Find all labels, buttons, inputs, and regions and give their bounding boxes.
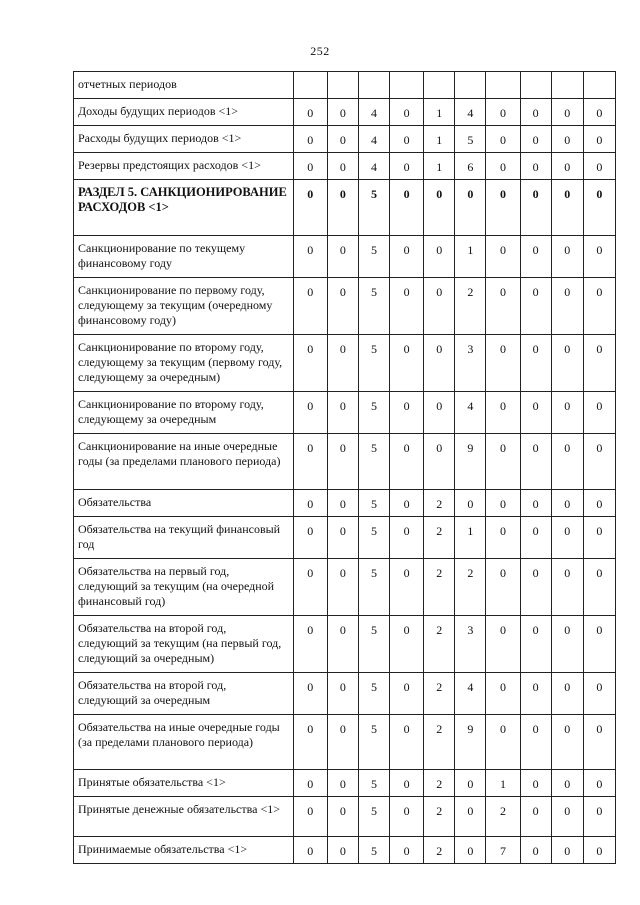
code-digit-cell: 0 — [390, 392, 424, 434]
code-digit-cell: 0 — [583, 837, 615, 864]
code-digit-cell — [358, 72, 389, 99]
code-digit-cell: 0 — [520, 517, 551, 559]
code-digit-cell — [551, 72, 583, 99]
code-digit-cell: 0 — [293, 126, 327, 153]
code-digit-cell: 0 — [583, 715, 615, 770]
code-digit-cell: 0 — [551, 278, 583, 335]
code-digit-cell: 0 — [520, 99, 551, 126]
code-digit-cell: 0 — [486, 180, 520, 236]
code-digit-cell: 0 — [327, 770, 358, 797]
code-digit-cell: 0 — [551, 392, 583, 434]
code-digit-cell: 0 — [486, 517, 520, 559]
code-digit-cell: 1 — [424, 126, 455, 153]
code-digit-cell: 0 — [327, 153, 358, 180]
code-digit-cell: 0 — [390, 673, 424, 715]
code-digit-cell: 0 — [293, 99, 327, 126]
code-digit-cell: 0 — [520, 715, 551, 770]
code-digit-cell: 0 — [520, 490, 551, 517]
row-label: Обязательства — [74, 490, 294, 517]
code-digit-cell: 0 — [551, 715, 583, 770]
code-digit-cell: 5 — [358, 616, 389, 673]
code-digit-cell: 0 — [551, 616, 583, 673]
code-digit-cell: 0 — [293, 278, 327, 335]
code-digit-cell: 0 — [327, 335, 358, 392]
code-digit-cell: 5 — [358, 673, 389, 715]
table-row — [74, 559, 616, 616]
code-digit-cell: 1 — [455, 236, 486, 278]
code-digit-cell: 0 — [293, 559, 327, 616]
row-label: Обязательства на второй год, следующий за текущим (на первый год, следующий за очередным) — [74, 616, 294, 673]
code-digit-cell: 0 — [583, 770, 615, 797]
row-label: Санкционирование по текущему финансовому году — [74, 236, 294, 278]
code-digit-cell: 5 — [358, 236, 389, 278]
code-digit-cell: 0 — [424, 236, 455, 278]
table-row — [74, 126, 616, 153]
row-label: Принятые обязательства <1> — [74, 770, 294, 797]
code-digit-cell: 0 — [551, 236, 583, 278]
code-digit-cell: 0 — [486, 126, 520, 153]
code-digit-cell: 0 — [486, 99, 520, 126]
table-body — [74, 72, 616, 864]
code-digit-cell: 0 — [293, 616, 327, 673]
code-digit-cell: 0 — [520, 673, 551, 715]
code-digit-cell: 1 — [424, 99, 455, 126]
code-digit-cell: 0 — [390, 180, 424, 236]
code-digit-cell: 5 — [358, 180, 389, 236]
code-digit-cell: 0 — [327, 180, 358, 236]
table-row — [74, 434, 616, 490]
page-number: 252 — [310, 44, 330, 58]
code-digit-cell: 0 — [551, 180, 583, 236]
code-digit-cell: 0 — [551, 517, 583, 559]
code-digit-cell: 0 — [390, 278, 424, 335]
code-digit-cell: 2 — [455, 559, 486, 616]
code-digit-cell: 9 — [455, 715, 486, 770]
code-digit-cell: 0 — [293, 236, 327, 278]
code-digit-cell: 5 — [358, 797, 389, 837]
code-digit-cell: 1 — [486, 770, 520, 797]
code-digit-cell: 2 — [424, 715, 455, 770]
code-digit-cell: 0 — [520, 797, 551, 837]
table-row — [74, 236, 616, 278]
code-digit-cell: 0 — [327, 490, 358, 517]
code-digit-cell — [520, 72, 551, 99]
table-row — [74, 715, 616, 770]
code-digit-cell: 0 — [327, 392, 358, 434]
code-digit-cell: 0 — [390, 770, 424, 797]
code-digit-cell: 5 — [358, 715, 389, 770]
code-digit-cell: 0 — [583, 153, 615, 180]
row-label: Резервы предстоящих расходов <1> — [74, 153, 294, 180]
code-digit-cell: 2 — [424, 797, 455, 837]
code-digit-cell: 0 — [293, 770, 327, 797]
code-digit-cell: 1 — [424, 153, 455, 180]
code-digit-cell: 0 — [551, 335, 583, 392]
code-digit-cell: 0 — [390, 236, 424, 278]
table-row — [74, 99, 616, 126]
code-digit-cell: 0 — [293, 392, 327, 434]
row-label: Санкционирование по второму году, следующему за очередным — [74, 392, 294, 434]
code-digit-cell: 4 — [358, 153, 389, 180]
row-label: Принимаемые обязательства <1> — [74, 837, 294, 864]
code-digit-cell: 0 — [520, 616, 551, 673]
code-digit-cell — [486, 72, 520, 99]
code-digit-cell: 0 — [520, 837, 551, 864]
code-digit-cell: 0 — [390, 715, 424, 770]
code-digit-cell: 0 — [583, 434, 615, 490]
code-digit-cell: 4 — [358, 126, 389, 153]
code-digit-cell: 5 — [358, 392, 389, 434]
code-digit-cell: 0 — [390, 126, 424, 153]
row-label: Обязательства на первый год, следующий за текущим (на очередной финансовый год) — [74, 559, 294, 616]
code-digit-cell: 0 — [293, 434, 327, 490]
code-digit-cell: 0 — [293, 797, 327, 837]
code-digit-cell: 0 — [424, 278, 455, 335]
code-digit-cell: 0 — [551, 559, 583, 616]
code-digit-cell: 0 — [293, 335, 327, 392]
code-digit-cell: 0 — [327, 434, 358, 490]
code-digit-cell: 3 — [455, 335, 486, 392]
code-digit-cell: 0 — [551, 797, 583, 837]
code-digit-cell: 0 — [293, 490, 327, 517]
code-digit-cell: 0 — [455, 837, 486, 864]
code-digit-cell: 0 — [327, 673, 358, 715]
code-digit-cell: 0 — [293, 180, 327, 236]
code-digit-cell: 5 — [358, 434, 389, 490]
code-digit-cell: 0 — [551, 99, 583, 126]
table-row — [74, 335, 616, 392]
code-digit-cell: 0 — [520, 392, 551, 434]
code-digit-cell: 0 — [293, 715, 327, 770]
code-digit-cell: 0 — [390, 616, 424, 673]
code-digit-cell: 0 — [583, 517, 615, 559]
code-digit-cell: 5 — [358, 517, 389, 559]
code-digit-cell: 0 — [486, 490, 520, 517]
code-digit-cell: 4 — [358, 99, 389, 126]
code-digit-cell: 5 — [358, 490, 389, 517]
code-digit-cell: 0 — [424, 335, 455, 392]
code-digit-cell: 0 — [390, 517, 424, 559]
code-digit-cell: 0 — [293, 673, 327, 715]
row-label: Обязательства на иные очередные годы (за пределами планового периода) — [74, 715, 294, 770]
code-digit-cell: 1 — [455, 517, 486, 559]
code-digit-cell: 0 — [520, 153, 551, 180]
code-digit-cell: 0 — [390, 490, 424, 517]
code-digit-cell — [327, 72, 358, 99]
code-digit-cell: 0 — [520, 236, 551, 278]
row-label: Принятые денежные обязательства <1> — [74, 797, 294, 837]
code-digit-cell: 0 — [583, 180, 615, 236]
code-digit-cell: 0 — [455, 797, 486, 837]
code-digit-cell: 7 — [486, 837, 520, 864]
code-digit-cell: 2 — [424, 517, 455, 559]
code-digit-cell: 0 — [520, 434, 551, 490]
code-digit-cell: 0 — [293, 153, 327, 180]
table-row — [74, 517, 616, 559]
code-digit-cell: 5 — [358, 335, 389, 392]
code-digit-cell: 0 — [486, 434, 520, 490]
code-digit-cell: 0 — [520, 180, 551, 236]
code-digit-cell: 2 — [424, 673, 455, 715]
code-digit-cell: 0 — [390, 559, 424, 616]
code-digit-cell: 0 — [520, 126, 551, 153]
code-digit-cell: 5 — [358, 278, 389, 335]
code-digit-cell — [293, 72, 327, 99]
code-digit-cell: 0 — [551, 434, 583, 490]
code-digit-cell: 4 — [455, 392, 486, 434]
table-row — [74, 616, 616, 673]
table-row — [74, 392, 616, 434]
code-digit-cell: 0 — [583, 335, 615, 392]
code-digit-cell: 0 — [583, 673, 615, 715]
code-digit-cell: 3 — [455, 616, 486, 673]
code-digit-cell: 5 — [358, 837, 389, 864]
code-digit-cell: 9 — [455, 434, 486, 490]
code-digit-cell: 0 — [455, 490, 486, 517]
row-label: Доходы будущих периодов <1> — [74, 99, 294, 126]
code-digit-cell: 0 — [520, 559, 551, 616]
table-row — [74, 837, 616, 864]
code-digit-cell: 0 — [390, 335, 424, 392]
code-digit-cell — [455, 72, 486, 99]
code-digit-cell: 0 — [583, 392, 615, 434]
code-digit-cell: 6 — [455, 153, 486, 180]
code-digit-cell: 2 — [424, 616, 455, 673]
code-digit-cell: 5 — [358, 770, 389, 797]
table-row — [74, 72, 616, 99]
code-digit-cell: 0 — [486, 673, 520, 715]
row-label: Санкционирование по первому году, следующему за текущим (очередному финансовому году) — [74, 278, 294, 335]
code-digit-cell: 0 — [455, 180, 486, 236]
code-digit-cell: 0 — [390, 797, 424, 837]
row-label: Расходы будущих периодов <1> — [74, 126, 294, 153]
code-digit-cell: 2 — [424, 770, 455, 797]
code-digit-cell: 0 — [293, 837, 327, 864]
code-digit-cell: 0 — [327, 278, 358, 335]
code-digit-cell: 0 — [455, 770, 486, 797]
code-digit-cell: 0 — [486, 616, 520, 673]
code-digit-cell: 5 — [455, 126, 486, 153]
code-digit-cell: 0 — [486, 715, 520, 770]
table-row — [74, 797, 616, 837]
code-digit-cell — [424, 72, 455, 99]
code-digit-cell: 0 — [327, 99, 358, 126]
code-digit-cell: 0 — [424, 434, 455, 490]
code-digit-cell: 0 — [486, 236, 520, 278]
code-digit-cell: 0 — [486, 278, 520, 335]
code-digit-cell: 2 — [486, 797, 520, 837]
table-row — [74, 490, 616, 517]
row-label: Санкционирование по второму году, следующему за текущим (первому году, следующему за очередным) — [74, 335, 294, 392]
section-row — [74, 180, 616, 236]
code-digit-cell: 0 — [551, 490, 583, 517]
code-digit-cell: 2 — [424, 559, 455, 616]
code-digit-cell: 0 — [583, 490, 615, 517]
code-digit-cell: 2 — [424, 837, 455, 864]
code-digit-cell: 0 — [327, 616, 358, 673]
code-digit-cell: 0 — [583, 99, 615, 126]
code-digit-cell: 0 — [390, 99, 424, 126]
table-row — [74, 770, 616, 797]
code-digit-cell: 0 — [327, 559, 358, 616]
code-digit-cell: 0 — [583, 278, 615, 335]
code-digit-cell: 0 — [583, 616, 615, 673]
code-digit-cell: 4 — [455, 99, 486, 126]
code-digit-cell: 0 — [551, 153, 583, 180]
code-digit-cell: 0 — [390, 153, 424, 180]
code-digit-cell: 0 — [327, 517, 358, 559]
code-digit-cell: 0 — [424, 392, 455, 434]
code-digit-cell: 0 — [293, 517, 327, 559]
code-digit-cell: 2 — [424, 490, 455, 517]
code-digit-cell: 0 — [424, 180, 455, 236]
code-digit-cell: 0 — [583, 126, 615, 153]
code-digit-cell: 0 — [551, 126, 583, 153]
code-digit-cell: 0 — [327, 797, 358, 837]
code-digit-cell: 2 — [455, 278, 486, 335]
code-digit-cell: 0 — [520, 335, 551, 392]
table-row — [74, 673, 616, 715]
code-digit-cell: 0 — [327, 126, 358, 153]
code-digit-cell — [390, 72, 424, 99]
row-label: Обязательства на второй год, следующий за очередным — [74, 673, 294, 715]
code-digit-cell: 0 — [551, 770, 583, 797]
code-digit-cell: 0 — [551, 673, 583, 715]
code-digit-cell: 0 — [583, 559, 615, 616]
code-digit-cell: 0 — [486, 392, 520, 434]
code-digit-cell: 4 — [455, 673, 486, 715]
code-digit-cell: 0 — [486, 559, 520, 616]
code-digit-cell: 0 — [390, 837, 424, 864]
row-label: Санкционирование на иные очередные годы (за пределами планового периода) — [74, 434, 294, 490]
code-digit-cell: 0 — [520, 770, 551, 797]
code-digit-cell: 0 — [583, 797, 615, 837]
code-digit-cell — [583, 72, 615, 99]
row-label: отчетных периодов — [74, 72, 294, 99]
account-codes-table — [73, 71, 616, 864]
code-digit-cell: 0 — [520, 278, 551, 335]
table-row — [74, 278, 616, 335]
row-label: Обязательства на текущий финансовый год — [74, 517, 294, 559]
code-digit-cell: 5 — [358, 559, 389, 616]
code-digit-cell: 0 — [327, 715, 358, 770]
code-digit-cell: 0 — [551, 837, 583, 864]
code-digit-cell: 0 — [486, 335, 520, 392]
code-digit-cell: 0 — [327, 236, 358, 278]
code-digit-cell: 0 — [327, 837, 358, 864]
table-row — [74, 153, 616, 180]
row-label: РАЗДЕЛ 5. САНКЦИОНИРОВАНИЕ РАСХОДОВ <1> — [74, 180, 294, 236]
code-digit-cell: 0 — [486, 153, 520, 180]
code-digit-cell: 0 — [583, 236, 615, 278]
code-digit-cell: 0 — [390, 434, 424, 490]
